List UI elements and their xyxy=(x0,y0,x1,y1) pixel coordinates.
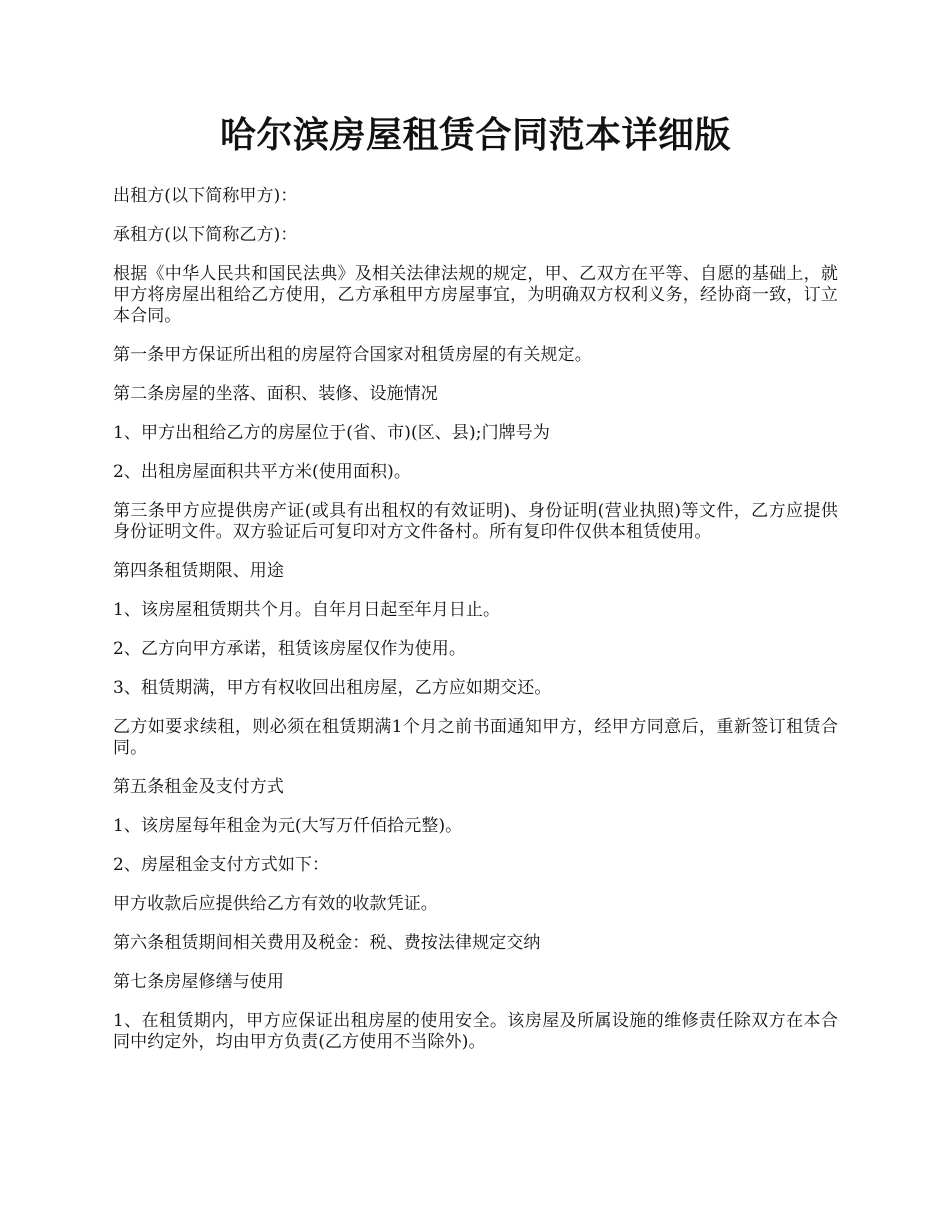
article-5-item-2: 2、房屋租金支付方式如下： xyxy=(113,855,330,875)
article-3: 第三条甲方应提供房产证(或具有出租权的有效证明)、身份证明(营业执照)等文件，乙方应提供身份证明文件。双方验证后可复印对方文件备村。所有复印件仅供本租赁使用。 xyxy=(113,501,838,542)
renewal-paragraph: 乙方如要求续租，则必须在租赁期满1个月之前书面通知甲方，经甲方同意后，重新签订租赁合同。 xyxy=(113,717,838,758)
article-2-heading: 第二条房屋的坐落、面积、装修、设施情况 xyxy=(113,384,438,404)
article-6: 第六条租赁期间相关费用及税金：税、费按法律规定交纳 xyxy=(113,933,541,953)
receipt-paragraph: 甲方收款后应提供给乙方有效的收款凭证。 xyxy=(113,894,438,914)
article-4-item-3: 3、租赁期满，甲方有权收回出租房屋，乙方应如期交还。 xyxy=(113,678,552,698)
article-2-item-1: 1、甲方出租给乙方的房屋位于(省、市)(区、县);门牌号为 xyxy=(113,423,550,443)
article-7-heading: 第七条房屋修缮与使用 xyxy=(113,972,284,992)
lessee-line: 承租方(以下简称乙方)： xyxy=(113,225,298,245)
article-5-item-1: 1、该房屋每年租金为元(大写万仟佰拾元整)。 xyxy=(113,816,463,836)
document-title: 哈尔滨房屋租赁合同范本详细版 xyxy=(219,114,731,156)
article-7-item-1: 1、在租赁期内，甲方应保证出租房屋的使用安全。该房屋及所属设施的维修责任除双方在本合同中约定外，均由甲方负责(乙方使用不当除外)。 xyxy=(113,1011,838,1052)
article-2-item-2: 2、出租房屋面积共平方米(使用面积)。 xyxy=(113,462,411,482)
article-4-item-1: 1、该房屋租赁期共个月。自年月日起至年月日止。 xyxy=(113,600,501,620)
article-4-heading: 第四条租赁期限、用途 xyxy=(113,561,284,581)
article-1: 第一条甲方保证所出租的房屋符合国家对租赁房屋的有关规定。 xyxy=(113,345,592,365)
preamble-paragraph: 根据《中华人民共和国民法典》及相关法律法规的规定，甲、乙双方在平等、自愿的基础上，就甲方将房屋出租给乙方使用，乙方承租甲方房屋事宜，为明确双方权利义务，经协商一致，订立本合同。 xyxy=(113,264,838,326)
lessor-line: 出租方(以下简称甲方)： xyxy=(113,186,298,206)
article-5-heading: 第五条租金及支付方式 xyxy=(113,777,284,797)
article-4-item-2: 2、乙方向甲方承诺，租赁该房屋仅作为使用。 xyxy=(113,639,466,659)
